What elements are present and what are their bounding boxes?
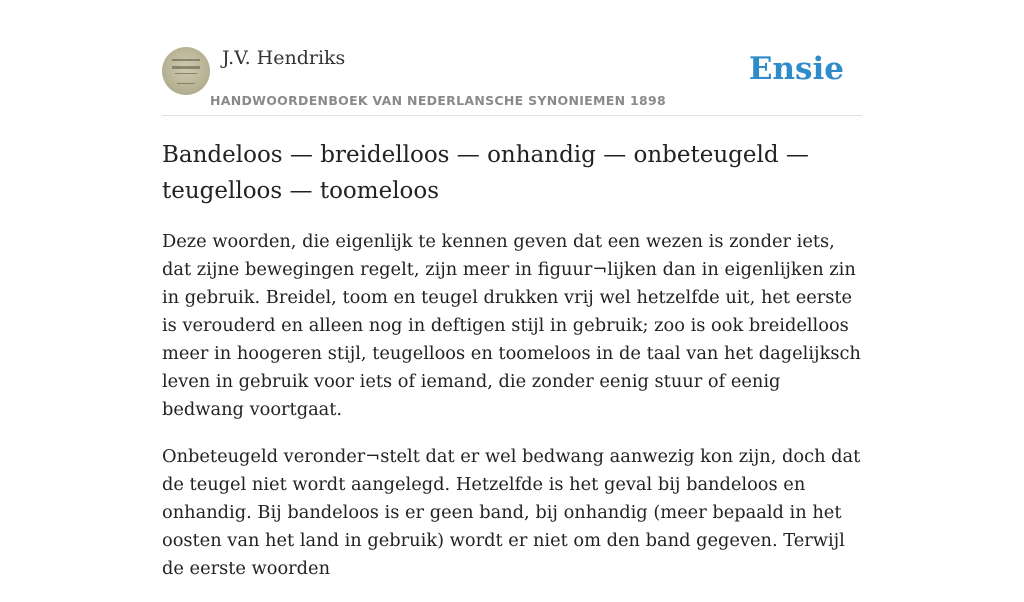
paragraph: Deze woorden, die eigenlijk te kennen geven dat een wezen is zonder iets, dat zijne bewegingen regelt, zijn meer in figuur¬lijken dan in eigenlijken zin in gebruik. Breidel, toom en teugel drukken vrij wel hetzelfde uit, het eerste is verouderd en alleen nog in deftigen stijl in gebruik; zoo is ook breidelloos meer in hoogeren stijl, teugelloos en toomeloos in de taal van het dagelijksch leven in gebruik voor iets of iemand, die zonder eenig stuur of eenig bedwang voortgaat. <box>162 231 861 420</box>
header <box>162 0 862 116</box>
author-name[interactable]: J.V. Hendriks <box>222 47 346 69</box>
book-cover-avatar[interactable] <box>162 47 210 95</box>
paragraph: Onbeteugeld veronder¬stelt dat er wel bedwang aanwezig kon zijn, doch dat de teugel niet wordt aangelegd. Hetzelfde is het geval bij bandeloos en onhandig. Bij bandeloos is er geen band, bij onhandig (meer bepaald in het oosten van het land in gebruik) wordt er niet om den band gegeven. Terwijl de eerste woorden <box>162 446 861 579</box>
article-body <box>162 228 867 602</box>
ensie-logo[interactable]: Ensie <box>748 51 844 87</box>
article-title: Bandeloos — breidelloos — onhandig — onbeteugeld — teugelloos — toomeloos <box>162 142 809 204</box>
source-book-title[interactable]: HANDWOORDENBOEK VAN NEDERLANSCHE SYNONIEMEN 1898 <box>210 93 667 108</box>
